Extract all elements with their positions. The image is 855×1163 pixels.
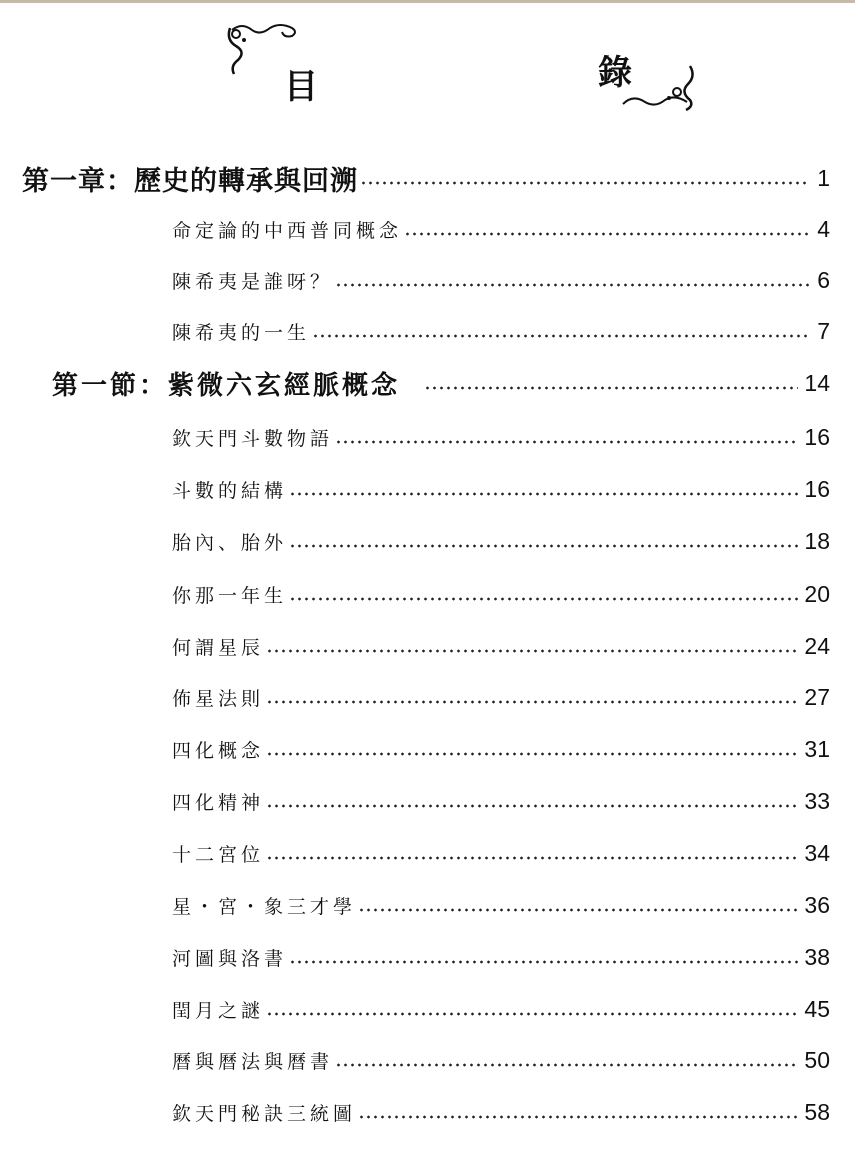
toc-entry[interactable]	[172, 677, 830, 717]
toc-entry-chapter[interactable]	[22, 158, 830, 198]
toc-entry-label: 河圖與洛書	[172, 947, 288, 970]
toc-entry-page: 45	[804, 995, 830, 1022]
toc-entry-page: 31	[804, 735, 830, 762]
dot-leader	[358, 908, 798, 912]
dot-leader	[335, 440, 798, 444]
dot-leader	[266, 804, 798, 808]
toc-entry[interactable]	[172, 989, 830, 1029]
toc-entry-page: 20	[804, 580, 830, 607]
toc-entry[interactable]	[172, 417, 830, 457]
toc-entry-label: 胎內、胎外	[172, 531, 288, 554]
toc-entry[interactable]	[172, 521, 830, 561]
toc-entry-label: 第一節：紫微六玄經脈概念	[52, 370, 401, 401]
toc-entry[interactable]	[172, 781, 830, 821]
toc-entry-label: 你那一年生	[172, 584, 288, 607]
toc-entry-label: 命定論的中西普同概念	[172, 219, 403, 242]
dot-leader	[289, 960, 798, 964]
dot-leader	[266, 752, 798, 756]
toc-entry-label: 何謂星辰	[172, 636, 265, 659]
toc-entry[interactable]	[172, 729, 830, 769]
dragon-ornament-icon	[615, 62, 700, 117]
toc-entry[interactable]	[172, 574, 830, 614]
toc-entry[interactable]	[172, 937, 830, 977]
toc-entry-page: 36	[804, 891, 830, 918]
toc-entry-page: 4	[817, 215, 830, 242]
toc-entry-page: 27	[804, 683, 830, 710]
toc-entry-label: 欽天門斗數物語	[172, 427, 334, 450]
title-right-char: 錄	[598, 53, 632, 93]
toc-entry-section[interactable]	[52, 363, 830, 403]
toc-entry[interactable]	[172, 1092, 830, 1132]
dot-leader	[266, 1012, 798, 1016]
toc-entry-label: 斗數的結構	[172, 479, 288, 502]
dot-leader	[289, 597, 798, 601]
toc-entry-page: 16	[804, 423, 830, 450]
toc-entry-label: 四化概念	[172, 739, 265, 762]
dot-leader	[266, 856, 798, 860]
toc-entry-page: 24	[804, 632, 830, 659]
toc-entry[interactable]	[172, 885, 830, 925]
dot-leader	[360, 181, 810, 185]
toc-entry[interactable]	[172, 833, 830, 873]
dot-leader	[424, 386, 798, 390]
title-left-char: 目	[284, 67, 318, 107]
dot-leader	[404, 232, 810, 236]
toc-entry[interactable]	[172, 626, 830, 666]
toc-entry-page: 34	[804, 839, 830, 866]
toc-entry-label: 閏月之謎	[172, 999, 265, 1022]
toc-entry-page: 38	[804, 943, 830, 970]
dot-leader	[312, 334, 810, 338]
toc-entry-page: 7	[817, 317, 830, 344]
toc-entry[interactable]	[172, 260, 830, 300]
toc-entry-page: 18	[804, 527, 830, 554]
toc-entry-label: 星・宮・象三才學	[172, 895, 357, 918]
toc-entry-page: 6	[817, 266, 830, 293]
toc-entry-page: 16	[804, 475, 830, 502]
toc-entry[interactable]	[172, 311, 830, 351]
page-top-border	[0, 0, 855, 3]
dot-leader	[335, 1063, 798, 1067]
toc-entry-page: 1	[817, 164, 830, 191]
toc-entry-label: 陳希夷是誰呀？	[172, 270, 334, 293]
toc-entry[interactable]	[172, 209, 830, 249]
toc-entry-page: 33	[804, 787, 830, 814]
toc-entry-label: 四化精神	[172, 791, 265, 814]
dot-leader	[335, 283, 810, 287]
toc-entry-label: 第一章：歷史的轉承與回溯	[22, 165, 358, 197]
toc-entry-label: 欽天門秘訣三統圖	[172, 1102, 357, 1125]
toc-entry-label: 十二宮位	[172, 843, 265, 866]
dot-leader	[289, 544, 798, 548]
toc-entry-page: 58	[804, 1098, 830, 1125]
toc-entry[interactable]	[172, 469, 830, 509]
toc-entry-label: 佈星法則	[172, 687, 265, 710]
dot-leader	[358, 1115, 798, 1119]
dot-leader	[289, 492, 798, 496]
toc-entry-page: 14	[804, 369, 830, 396]
dot-leader	[266, 649, 798, 653]
toc-entry-page: 50	[804, 1046, 830, 1073]
toc-entry-label: 陳希夷的一生	[172, 321, 311, 344]
dot-leader	[266, 700, 798, 704]
toc-entry[interactable]	[172, 1040, 830, 1080]
toc-entry-label: 曆與曆法與曆書	[172, 1050, 334, 1073]
